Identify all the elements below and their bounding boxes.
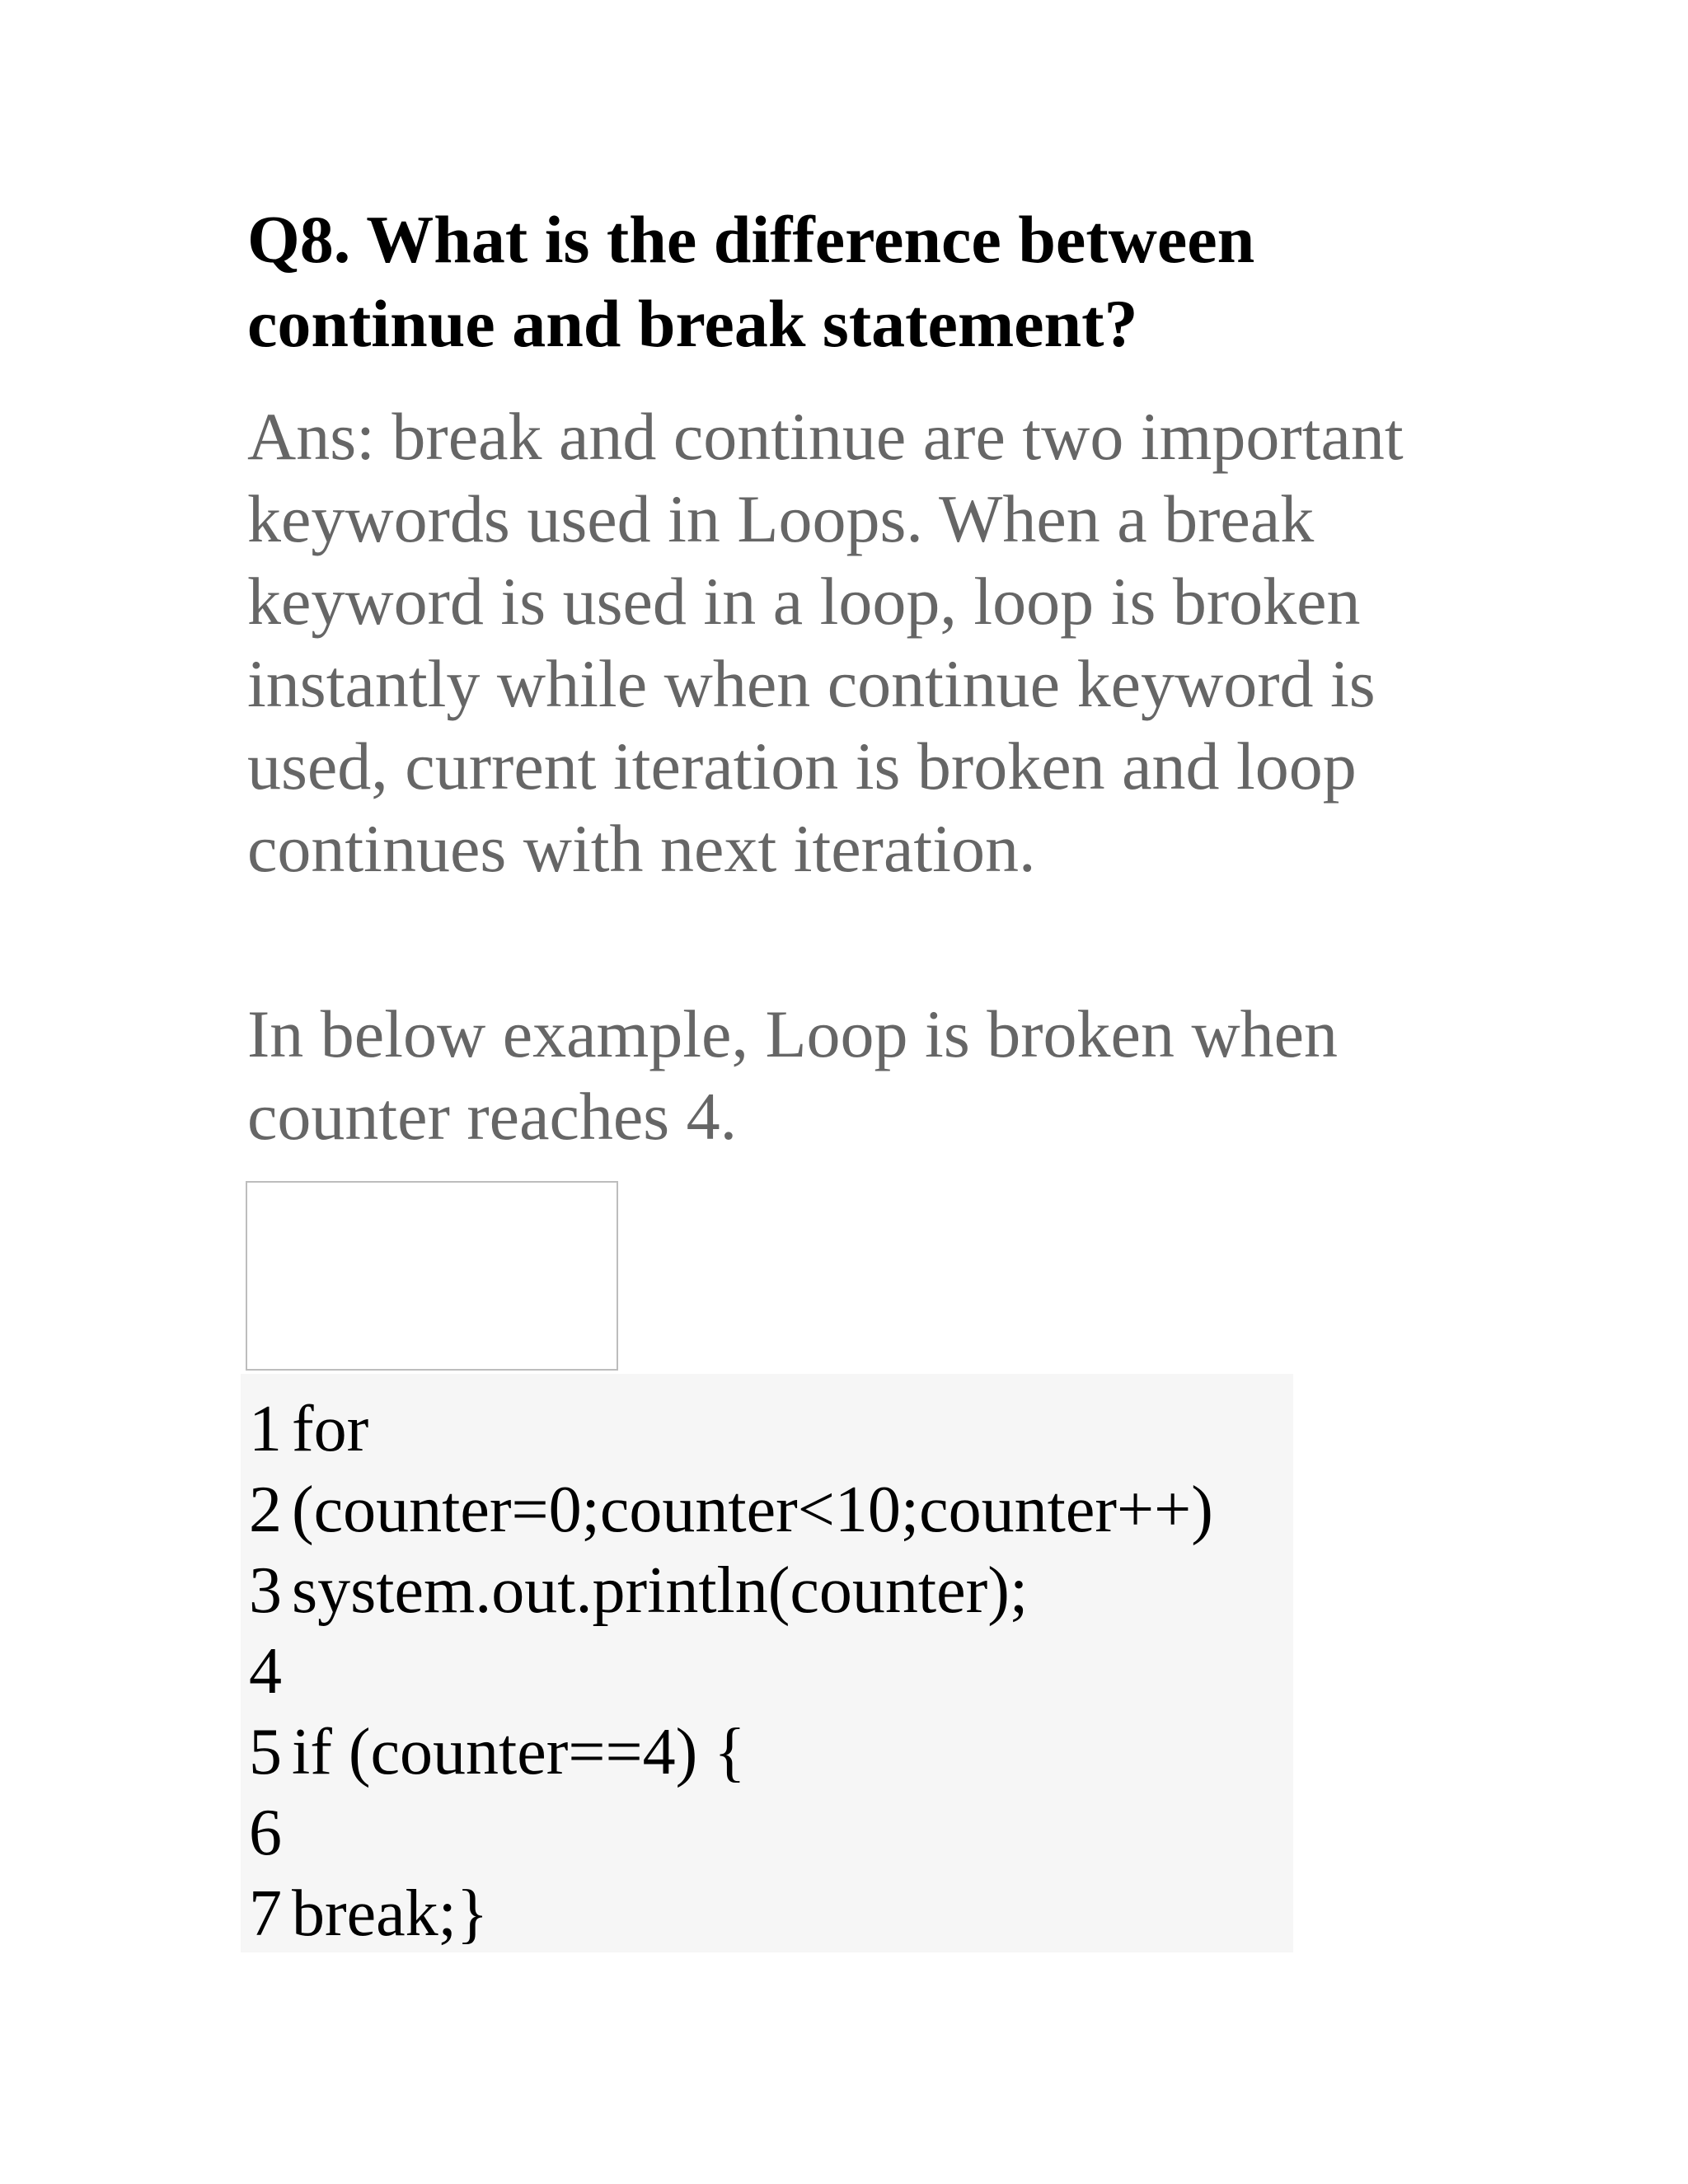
image-placeholder xyxy=(246,1181,618,1371)
line-number: 5 xyxy=(249,1716,282,1788)
code-line xyxy=(241,1793,1293,1873)
line-number: 7 xyxy=(249,1877,282,1950)
line-number: 1 xyxy=(249,1393,282,1465)
line-code: break;} xyxy=(292,1877,489,1950)
answer-paragraph: Ans: break and continue are two important keywords used in Loops. When a break keyword is used in a loop, loop is broken instantly while when continue keyword is used, current iteration is broken and loop continues with next iteration. xyxy=(247,399,1404,886)
code-line xyxy=(241,1469,1293,1550)
code-line xyxy=(241,1873,1293,1954)
line-number: 2 xyxy=(249,1474,282,1546)
question-heading: Q8. What is the difference between continue and break statement? xyxy=(247,202,1255,361)
code-line xyxy=(241,1550,1293,1631)
code-line xyxy=(241,1389,1293,1469)
line-code: for xyxy=(292,1393,369,1465)
line-code: (counter=0;counter<10;counter++) xyxy=(292,1474,1213,1546)
line-number: 4 xyxy=(249,1635,282,1708)
line-number: 6 xyxy=(249,1797,282,1869)
line-number: 3 xyxy=(249,1554,282,1627)
line-code: if (counter==4) { xyxy=(292,1716,746,1788)
code-line xyxy=(241,1712,1293,1793)
code-block xyxy=(241,1374,1293,1952)
example-intro-paragraph: In below example, Loop is broken when counter reaches 4. xyxy=(247,996,1339,1154)
line-code: system.out.println(counter); xyxy=(292,1554,1029,1627)
code-line xyxy=(241,1631,1293,1712)
